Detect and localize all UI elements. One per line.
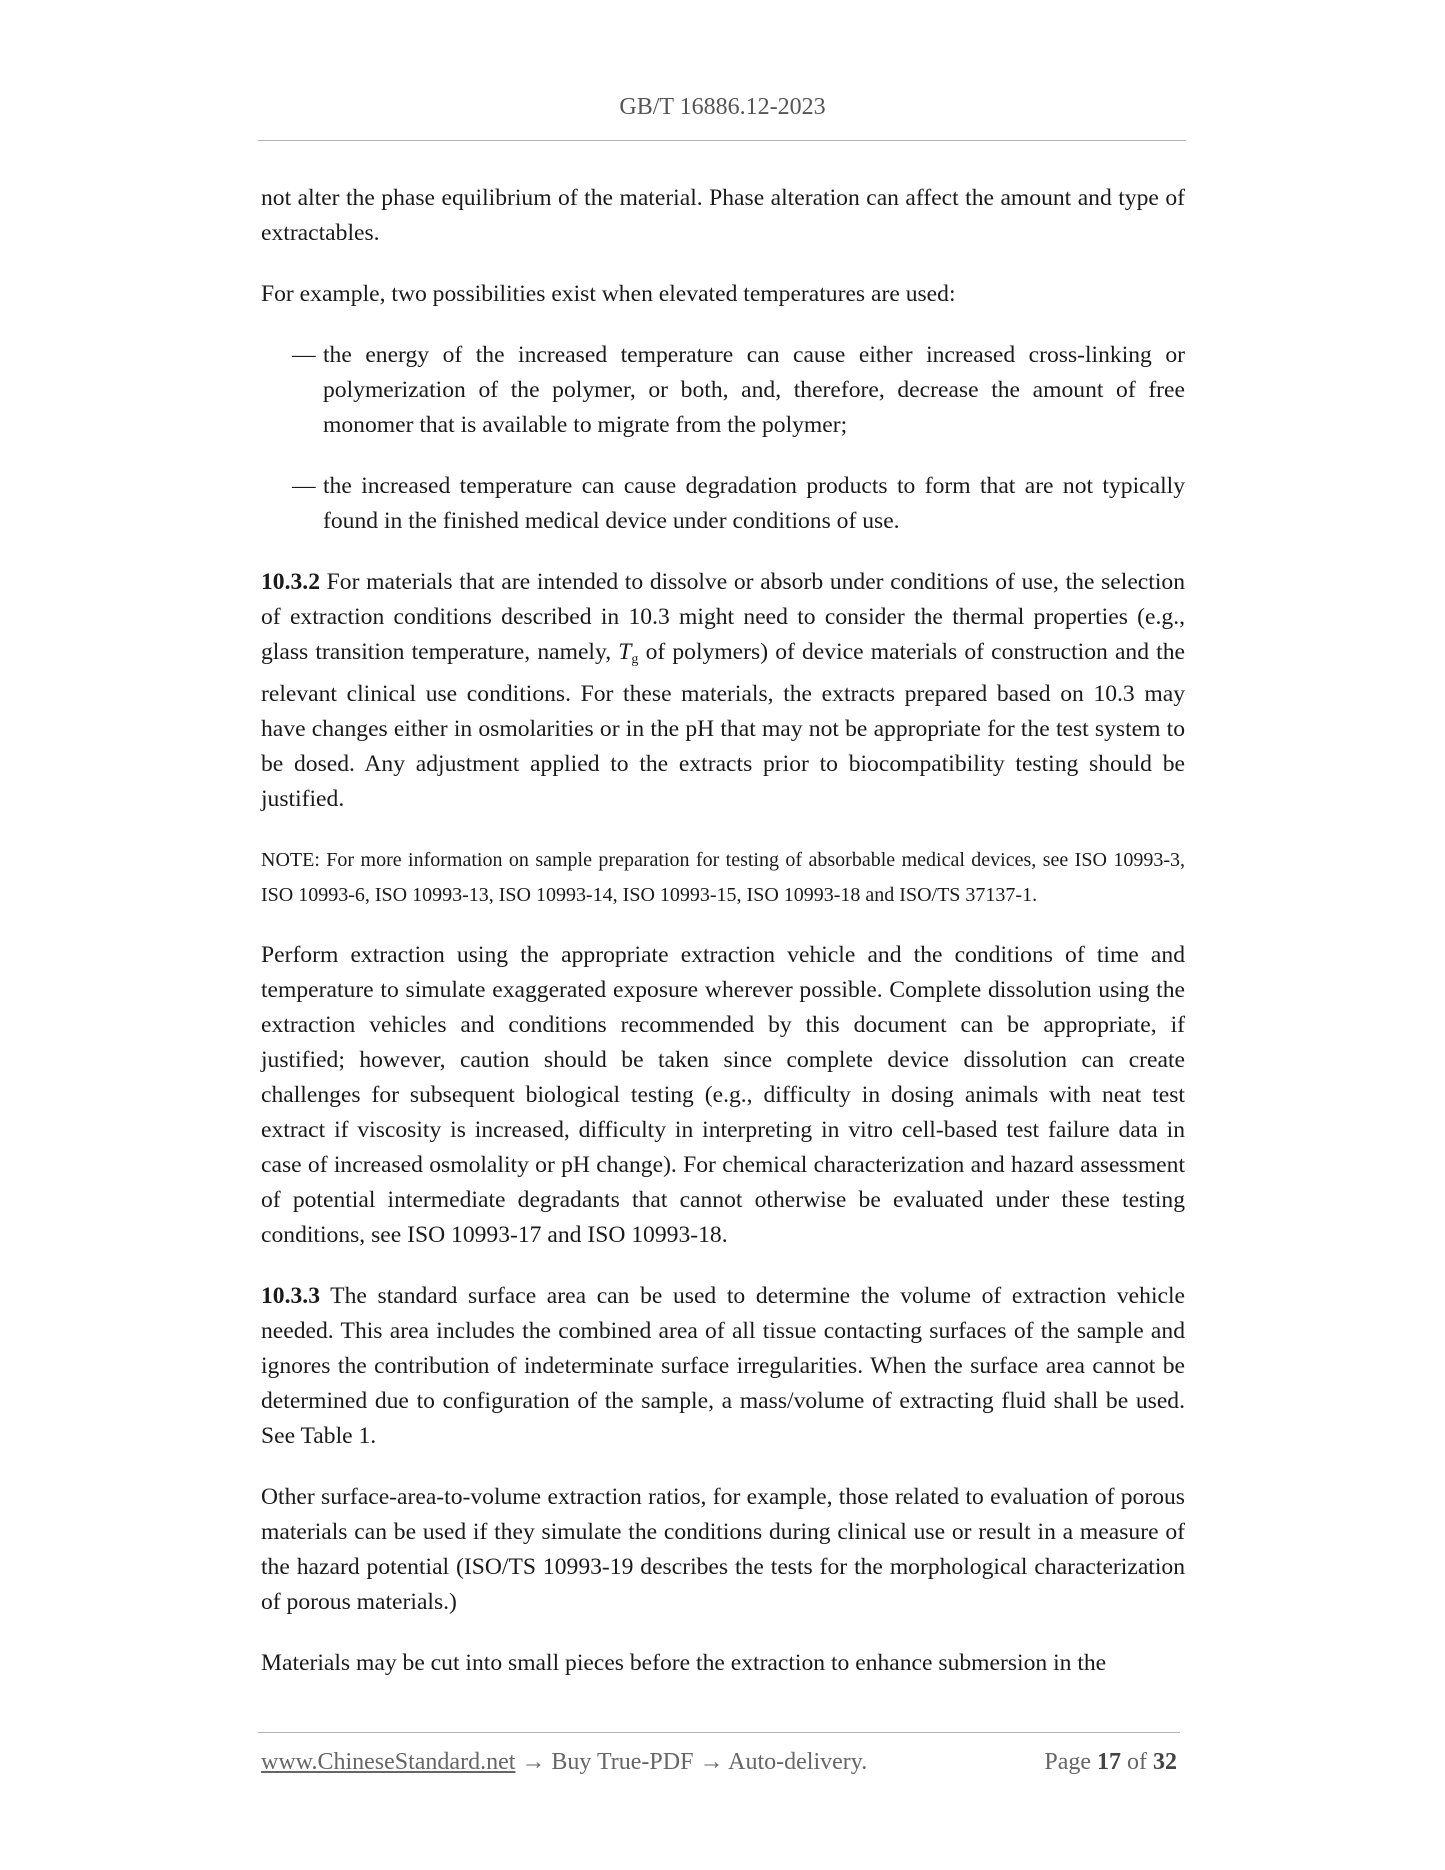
buy-pdf-text: → Buy True-PDF [515, 1749, 700, 1775]
auto-delivery-text: → Auto-delivery. [699, 1749, 868, 1775]
page-header: GB/T 16886.12-2023 [619, 94, 826, 120]
clause-10-3-2 [261, 565, 1185, 817]
page-label: Page [1044, 1749, 1097, 1775]
tg-symbol: T [618, 639, 632, 665]
clause-10-3-3 [261, 1279, 1185, 1454]
paragraph-phase: not alter the phase equilibrium of the material. Phase alteration can affect the amount and type of extractables. [261, 185, 1185, 246]
paragraph-example: For example, two possibilities exist when elevated temperatures are used: [261, 281, 956, 307]
paragraph-other-ratios: Other surface-area-to-volume extraction ratios, for example, those related to evaluation of porous materials can be used if they simulate the conditions during clinical use or result in a measure of the hazard potential (ISO/TS 10993-19 describes the tests for the morphological characterization of porous materials.) [261, 1484, 1185, 1615]
of-label: of [1121, 1749, 1153, 1775]
clause-text-a: For materials that are intended to dissolve or absorb under conditions of use, the selection of extraction conditions described in 10.3 might need to consider the thermal properties (e.g., glass transition temperature, namely, [261, 569, 1185, 665]
clause-text-b: of polymers) of device materials of construction and the relevant clinical use conditions. For these materials, the extracts prepared based on 10.3 may have changes either in osmolarities or in the pH that may not be appropriate for the test system to be dosed. Any adjustment applied to the extracts prior to biocompatibility testing should be justified. [261, 639, 1185, 812]
list-item-degradation [261, 469, 1185, 539]
note-absorbable: NOTE: For more information on sample preparation for testing of absorbable medical devices, see ISO 10993-3, ISO 10993-6, ISO 10993-13, ISO 10993-14, ISO 10993-15, ISO 10993-18 and ISO/TS 37137-1. [261, 849, 1185, 906]
document-body [261, 181, 1185, 1681]
clause-number: 10.3.3 [261, 1283, 320, 1309]
clause-text: The standard surface area can be used to determine the volume of extraction vehicle needed. This area includes the combined area of all tissue contacting surfaces of the sample and ignores the contribution of indeterminate surface irregularities. When the surface area cannot be determined due to configuration of the sample, a mass/volume of extracting fluid shall be used. See Table 1. [261, 1283, 1185, 1449]
dash-bullet: — [292, 473, 316, 499]
footer-divider [258, 1732, 1180, 1733]
footer-promo [261, 1749, 867, 1776]
page-footer [261, 1749, 1181, 1783]
dash-bullet: — [292, 342, 316, 368]
page-total: 32 [1153, 1749, 1177, 1775]
list-item-text: the increased temperature can cause degradation products to form that are not typically found in the finished medical device under conditions of use. [323, 473, 1185, 534]
page-number: 17 [1097, 1749, 1121, 1775]
site-link[interactable]: www.ChineseStandard.net [261, 1749, 516, 1775]
clause-number: 10.3.2 [261, 569, 320, 595]
tg-subscript: g [631, 652, 639, 667]
list-item-energy [261, 338, 1185, 443]
page-indicator [1044, 1749, 1177, 1776]
list-item-text: the energy of the increased temperature can cause either increased cross-linking or polymerization of the polymer, or both, and, therefore, decrease the amount of free monomer that is available to migrate from the polymer; [323, 342, 1185, 438]
header-divider [258, 140, 1186, 141]
paragraph-materials: Materials may be cut into small pieces before the extraction to enhance submersion in the [261, 1650, 1107, 1676]
paragraph-perform-extraction: Perform extraction using the appropriate extraction vehicle and the conditions of time and temperature to simulate exaggerated exposure wherever possible. Complete dissolution using the extraction vehicles and conditions recommended by this document can be appropriate, if justified; however, caution should be taken since complete device dissolution can create challenges for subsequent biological testing (e.g., difficulty in dosing animals with neat test extract if viscosity is increased, difficulty in interpreting in vitro cell-based test failure data in case of increased osmolality or pH change). For chemical characterization and hazard assessment of potential intermediate degradants that cannot otherwise be evaluated under these testing conditions, see ISO 10993-17 and ISO 10993-18. [261, 942, 1185, 1248]
